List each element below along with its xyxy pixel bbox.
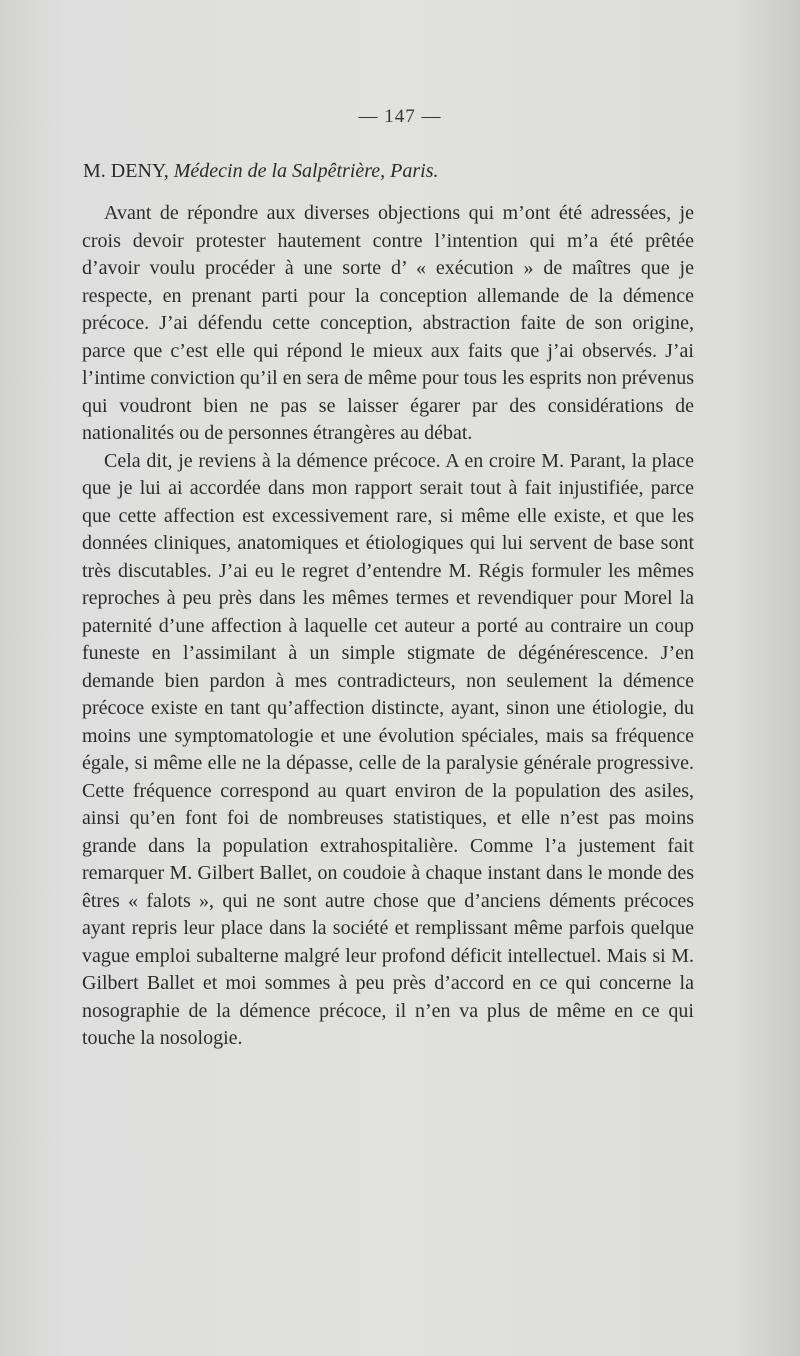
paragraph-1: Avant de répondre aux diverses objections qui m’ont été adressées, je crois devoir protester hautement contre l’intention qui m’a été prêtée d’avoir voulu procéder à une sorte d’ « exécution » de maîtres que je respecte, en prenant parti pour la conception allemande de la démence précoce. J’ai défendu cette conception, abstraction faite de son origine, parce que c’est elle qui répond le mieux aux faits que j’ai observés. J’ai l’intime conviction qu’il en sera de même pour tous les esprits non prévenus qui voudront bien ne pas se laisser égarer par des considérations de nationalités ou de personnes étrangères au débat. xyxy=(82,202,694,444)
speaker-name: M. DENY, xyxy=(83,160,169,182)
page-number: — 147 — xyxy=(358,106,442,127)
paragraph-2: Cela dit, je reviens à la démence précoce. A en croire M. Parant, la place que je lui ai accordée dans mon rapport serait tout à fait injustifiée, parce que cette affection est excessivement rare, si même elle existe, et que les données cliniques, anatomiques et étiologiques qui lui servent de base sont très discutables. J’ai eu le regret d’entendre M. Régis formuler les mêmes reproches à peu près dans les mêmes termes et revendiquer pour Morel la paternité d’une affection à laquelle cet auteur a porté au contraire un coup funeste en l’assimilant à un simple stigmate de dégénérescence. J’en demande bien pardon à mes contradicteurs, non seulement la démence précoce existe en tant qu’affection distincte, ayant, sinon une étiologie, du moins une symptomatologie et une évolution spéciales, mais sa fréquence égale, si même elle ne la dépasse, celle de la paralysie générale progressive. Cette fréquence correspond au quart environ de la population des asiles, ainsi qu’en font foi de nombreuses statistiques, et elle n’est pas moins grande dans la population extrahospitalière. Comme l’a justement fait remarquer M. Gilbert Ballet, on coudoie à chaque instant dans le monde des êtres « falots », qui ne sont autre chose que d’anciens déments précoces ayant repris leur place dans la société et remplissant même parfois quelque vague emploi subalterne malgré leur profond déficit intellectuel. Mais si M. Gilbert Ballet et moi sommes à peu près d’accord en ce qui concerne la nosographie de la démence précoce, il n’en va plus de même en ce qui touche la nosologie. xyxy=(82,449,694,1049)
body-text xyxy=(82,200,694,1053)
speaker-header xyxy=(83,160,439,183)
speaker-title: Médecin de la Salpêtrière, Paris. xyxy=(173,160,439,182)
